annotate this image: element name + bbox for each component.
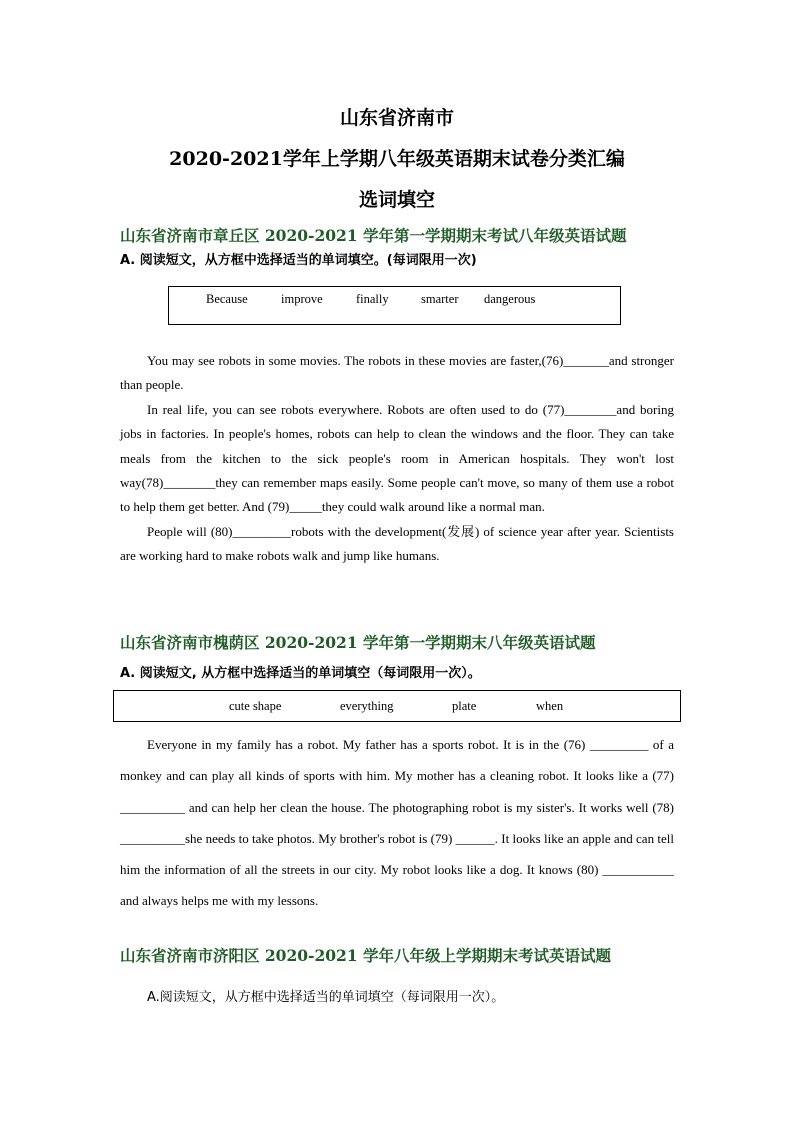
document-title: 2020-2021学年上学期八年级英语期末试卷分类汇编	[169, 148, 625, 170]
document-title-region: 山东省济南市	[339, 107, 454, 129]
section-2-word-box	[113, 690, 681, 722]
section-2-passage	[120, 729, 674, 917]
section-3-heading: 山东省济南市济阳区 2020-2021 学年八年级上学期期末考试英语试题	[120, 946, 612, 965]
section-1-word-box	[168, 286, 621, 325]
word-box-item: Because	[206, 292, 248, 306]
section-2-instruction: A. 阅读短文, 从方框中选择适当的单词填空（每词限用一次）。	[120, 666, 481, 681]
passage-paragraph: In real life, you can see robots everywhere. Robots are often used to do (77)________and boring jobs in factories. In people's homes, robots can help to clean the windows and the floor. They can take meals from the kitchen to the sick people's room in American hospitals. They won't lost way(78)________they can remember maps easily. Some people can't move, so many of them use a robot to help them get better. And (79)_____they could walk around like a normal man.	[120, 401, 674, 515]
word-box-item: improve	[281, 292, 323, 306]
word-box-item: when	[536, 699, 564, 713]
section-1-passage	[120, 349, 674, 569]
word-box-item: dangerous	[484, 292, 536, 306]
passage-paragraph: People will (80)_________robots with the development(发展) of science year after year. Scientists are working hard to make robots walk and jump like humans.	[120, 523, 674, 564]
word-box-item: finally	[356, 292, 389, 306]
word-box-item: smarter	[421, 292, 459, 306]
section-1-instruction: A. 阅读短文，从方框中选择适当的单词填空。(每词限用一次)	[120, 253, 477, 268]
section-2-heading: 山东省济南市槐荫区 2020-2021 学年第一学期期末八年级英语试题	[120, 633, 596, 652]
word-box-item: everything	[340, 699, 394, 713]
section-3-instruction: A.阅读短文，从方框中选择适当的单词填空（每词限用一次）。	[147, 990, 505, 1005]
document-subtitle: 选词填空	[358, 189, 435, 211]
word-box-item: plate	[452, 699, 477, 713]
passage-paragraph: You may see robots in some movies. The robots in these movies are faster,(76)_______and stronger than people.	[120, 353, 674, 393]
passage-paragraph: Everyone in my family has a robot. My father has a sports robot. It is in the (76) _________ of a monkey and can play all kinds of sports with him. My mother has a cleaning robot. It looks like a (77) __________ and can help her clean the house. The photographing robot is my sister's. It works well (78) __________she needs to take photos. My brother's robot is (79) ______. It looks like an apple and can tell him the information of all the streets in our city. My robot looks like a dog. It knows (80) ___________ and always helps me with my lessons.	[120, 737, 674, 909]
word-box-item: cute shape	[229, 699, 282, 713]
section-1-heading: 山东省济南市章丘区 2020-2021 学年第一学期期末考试八年级英语试题	[120, 226, 627, 245]
